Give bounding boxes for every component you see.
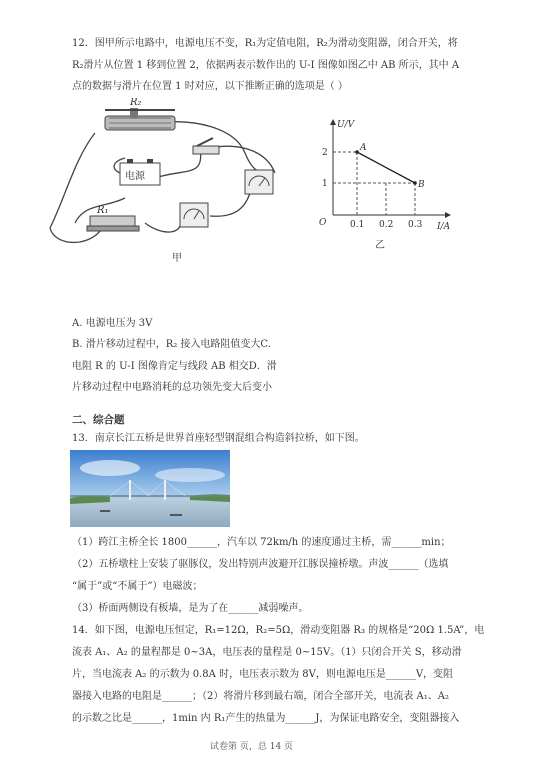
q14-text-1: 如下图，电源电压恒定，R₁=12Ω，R₂=5Ω，滑动变阻器 R₃ 的规格是“20Ω 1.5A”，电 <box>94 625 485 636</box>
option-c: 电阻 R 的 U-I 图像肯定与线段 AB 相交D．滑 <box>72 361 277 372</box>
q12-line3: 点的数据与滑片在位置 1 时对应，以下推断正确的选项是（ ） <box>72 81 348 92</box>
point-a-label: A <box>360 143 367 153</box>
q13-sub2b: “属于”或“不属于”）电磁波； <box>72 581 203 592</box>
figure-jia-caption: 甲 <box>172 253 182 264</box>
q14-line4: 器接入电路的电阻是______；（2）将滑片移到最右端，闭合全部开关，电流表 A₁、A₂ <box>72 691 450 702</box>
rheostat-r2 <box>105 108 175 130</box>
switch <box>193 138 219 154</box>
q13-number: 13． <box>72 433 95 444</box>
circuit-diagram <box>35 98 300 258</box>
q14-line3: 片，当电流表 A₂ 的示数为 0.8A 时，电压表示数为 8V，则电源电压是______V，变阻 <box>72 669 454 680</box>
q14-line1 <box>72 624 484 638</box>
point-a <box>355 150 359 154</box>
x-tick-0.2: 0.2 <box>379 220 394 230</box>
y-tick-2: 2 <box>322 148 328 158</box>
ammeter <box>180 203 208 227</box>
option-a: A. 电源电压为 3V <box>72 318 153 329</box>
q13-sub2a: （2）五桥墩柱上安装了驱豚仪，发出特别声波避开江豚误撞桥墩。声波______（选填 <box>72 559 449 570</box>
figure-yi-caption: 乙 <box>375 240 385 251</box>
q13-sub3: （3）桥面两侧设有板墙，是为了在______减弱噪声。 <box>72 603 309 614</box>
q13-text: 南京长江五桥是世界首座轻型钢混组合构造斜拉桥，如下图。 <box>94 433 365 444</box>
y-tick-1: 1 <box>322 179 328 189</box>
line-ab <box>357 152 415 183</box>
q12-line1 <box>72 37 458 51</box>
x-tick-0.1: 0.1 <box>350 220 365 230</box>
q14-number: 14． <box>72 625 95 636</box>
power-label: 电源 <box>125 171 145 182</box>
q12-text-1: 图甲所示电路中，电源电压不变，R₁为定值电阻，R₂为滑动变阻器，闭合开关，将 <box>94 38 458 49</box>
q12-line2: R₂滑片从位置 1 移到位置 2，依据两表示数作出的 U-I 图像如图乙中 AB 所示，其中 A <box>72 60 460 71</box>
section-title: 二、综合题 <box>72 414 125 426</box>
q12-number: 12． <box>72 38 95 49</box>
option-d: 片移动过程中电路消耗的总功领先变大后变小 <box>72 382 272 393</box>
q13-line1 <box>72 432 365 446</box>
resistor-r1 <box>87 216 139 231</box>
bridge-photo <box>70 450 230 527</box>
page-footer: 试卷第 页，总 14 页 <box>210 742 294 752</box>
point-b-label: B <box>418 180 425 190</box>
voltmeter <box>245 170 273 194</box>
y-axis-label: U/V <box>337 120 355 130</box>
wire <box>50 133 95 228</box>
q14-line5: 的示数之比是______，1min 内 R₁产生的热量为______J，为保证电路安全，变阻器接入 <box>72 713 460 724</box>
r1-label: R₁ <box>97 205 109 216</box>
r2-label: R₂ <box>130 98 142 108</box>
point-b <box>413 181 417 185</box>
ui-graph <box>305 115 455 240</box>
origin-label: O <box>319 218 327 228</box>
x-axis-label: I/A <box>437 222 451 232</box>
q14-line2: 流表 A₁、A₂ 的量程都是 0~3A，电压表的量程是 0~15V。（1）只闭合开关 S，移动滑 <box>72 647 462 658</box>
x-tick-0.3: 0.3 <box>408 220 423 230</box>
option-b: B. 滑片移动过程中，R₂ 接入电路阻值变大C. <box>72 339 271 350</box>
q13-sub1: （1）跨江主桥全长 1800______，汽车以 72km/h 的速度通过主桥，需______min； <box>72 537 451 548</box>
